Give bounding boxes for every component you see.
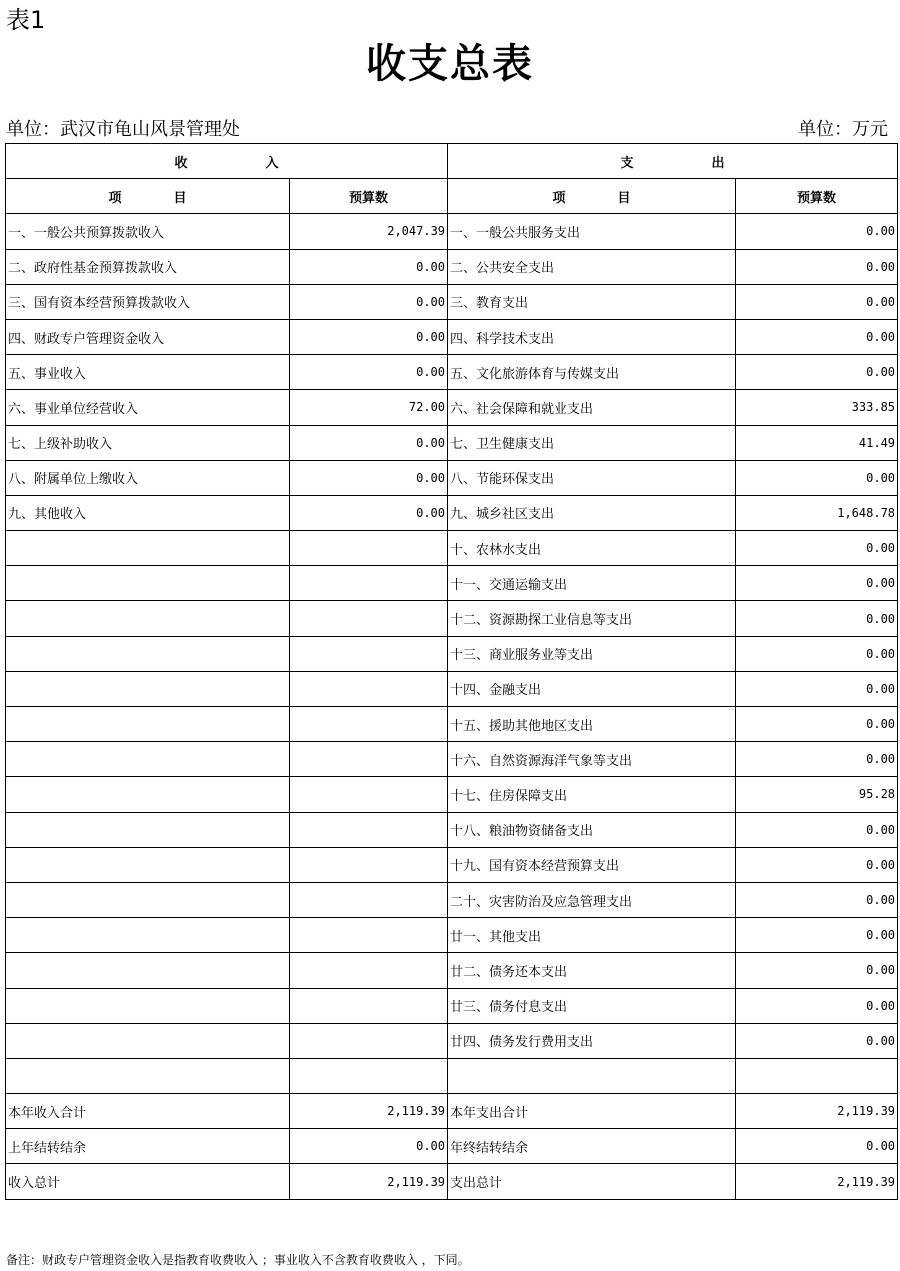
expense-item-cell: 二、公共安全支出 [448, 249, 736, 284]
table-row [6, 636, 898, 671]
expense-value-cell: 0.00 [736, 742, 898, 777]
expense-item-cell: 十四、金融支出 [448, 671, 736, 706]
income-value-cell: 0.00 [290, 460, 448, 495]
income-section-header: 收 入 [6, 144, 448, 179]
table-row [6, 1164, 898, 1199]
footnote: 备注：财政专户管理资金收入是指教育收费收入 ；事业收入不含教育收费收入 ，下同。 [6, 1253, 470, 1267]
expense-value-cell: 0.00 [736, 847, 898, 882]
income-item-header: 项 目 [6, 179, 290, 214]
income-item-cell: 一、一般公共预算拨款收入 [6, 214, 290, 249]
expense-item-cell: 八、节能环保支出 [448, 460, 736, 495]
income-value-cell [290, 636, 448, 671]
income-value-cell [290, 671, 448, 706]
expense-value-cell: 2,119.39 [736, 1164, 898, 1199]
income-value-cell [290, 777, 448, 812]
income-item-cell: 上年结转结余 [6, 1129, 290, 1164]
table-row [6, 1094, 898, 1129]
table-row [6, 495, 898, 530]
expense-value-cell: 0.00 [736, 636, 898, 671]
expense-value-cell: 95.28 [736, 777, 898, 812]
expense-item-cell: 廿四、债务发行费用支出 [448, 1023, 736, 1058]
income-item-cell [6, 566, 290, 601]
expense-item-cell: 支出总计 [448, 1164, 736, 1199]
expense-item-cell: 十二、资源勘探工业信息等支出 [448, 601, 736, 636]
income-value-cell: 0.00 [290, 249, 448, 284]
income-item-cell: 三、国有资本经营预算拨款收入 [6, 284, 290, 319]
income-item-cell [6, 882, 290, 917]
expense-item-cell: 五、文化旅游体育与传媒支出 [448, 355, 736, 390]
expense-value-cell: 0.00 [736, 601, 898, 636]
income-item-cell: 九、其他收入 [6, 495, 290, 530]
income-value-cell [290, 531, 448, 566]
expense-section-header: 支 出 [448, 144, 898, 179]
income-item-cell [6, 812, 290, 847]
expense-item-cell: 九、城乡社区支出 [448, 495, 736, 530]
expense-item-cell: 年终结转结余 [448, 1129, 736, 1164]
expense-item-cell: 十三、商业服务业等支出 [448, 636, 736, 671]
budget-table [5, 143, 898, 1200]
income-item-cell [6, 988, 290, 1023]
income-value-cell: 0.00 [290, 355, 448, 390]
expense-item-cell: 十九、国有资本经营预算支出 [448, 847, 736, 882]
table-row [6, 1058, 898, 1093]
unit-measure: 单位：万元 [798, 119, 888, 140]
income-value-cell [290, 566, 448, 601]
expense-value-cell: 0.00 [736, 1023, 898, 1058]
table-row [6, 355, 898, 390]
table-row [6, 777, 898, 812]
expense-item-cell: 七、卫生健康支出 [448, 425, 736, 460]
header-row-columns [6, 179, 898, 214]
expense-item-cell: 一、一般公共服务支出 [448, 214, 736, 249]
income-value-cell: 0.00 [290, 319, 448, 354]
expense-item-cell: 廿二、债务还本支出 [448, 953, 736, 988]
expense-item-cell: 本年支出合计 [448, 1094, 736, 1129]
expense-item-cell: 十八、粮油物资储备支出 [448, 812, 736, 847]
income-item-cell [6, 601, 290, 636]
income-item-cell: 五、事业收入 [6, 355, 290, 390]
expense-value-cell: 0.00 [736, 812, 898, 847]
income-item-cell [6, 742, 290, 777]
income-value-cell [290, 953, 448, 988]
expense-item-cell: 二十、灾害防治及应急管理支出 [448, 882, 736, 917]
income-item-cell: 四、财政专户管理资金收入 [6, 319, 290, 354]
income-value-cell [290, 601, 448, 636]
expense-item-cell: 十、农林水支出 [448, 531, 736, 566]
table-row [6, 812, 898, 847]
income-item-cell: 本年收入合计 [6, 1094, 290, 1129]
income-value-cell [290, 812, 448, 847]
table-row [6, 1023, 898, 1058]
income-item-cell [6, 531, 290, 566]
expense-item-header: 项 目 [448, 179, 736, 214]
income-value-cell [290, 742, 448, 777]
expense-value-cell: 0.00 [736, 566, 898, 601]
expense-budget-header: 预算数 [736, 179, 898, 214]
income-item-cell [6, 707, 290, 742]
expense-value-cell: 0.00 [736, 284, 898, 319]
expense-item-cell [448, 1058, 736, 1093]
income-value-cell: 0.00 [290, 1129, 448, 1164]
income-value-cell [290, 988, 448, 1023]
table-row [6, 988, 898, 1023]
income-item-cell [6, 847, 290, 882]
income-budget-header: 预算数 [290, 179, 448, 214]
expense-item-cell: 十一、交通运输支出 [448, 566, 736, 601]
income-item-cell [6, 671, 290, 706]
table-row [6, 460, 898, 495]
table-row [6, 425, 898, 460]
table-row [6, 319, 898, 354]
header-row-sections [6, 144, 898, 179]
expense-item-cell: 十七、住房保障支出 [448, 777, 736, 812]
table-row [6, 707, 898, 742]
expense-value-cell: 0.00 [736, 882, 898, 917]
table-row [6, 918, 898, 953]
income-value-cell: 72.00 [290, 390, 448, 425]
income-value-cell [290, 918, 448, 953]
income-value-cell [290, 847, 448, 882]
expense-value-cell: 333.85 [736, 390, 898, 425]
income-value-cell: 2,119.39 [290, 1094, 448, 1129]
income-item-cell [6, 918, 290, 953]
page-title: 收支总表 [366, 41, 534, 87]
income-item-cell: 二、政府性基金预算拨款收入 [6, 249, 290, 284]
income-item-cell: 八、附属单位上缴收入 [6, 460, 290, 495]
table-row [6, 953, 898, 988]
income-item-cell: 七、上级补助收入 [6, 425, 290, 460]
income-value-cell: 0.00 [290, 284, 448, 319]
income-value-cell: 2,119.39 [290, 1164, 448, 1199]
expense-value-cell: 0.00 [736, 355, 898, 390]
table-row [6, 847, 898, 882]
expense-value-cell [736, 1058, 898, 1093]
unit-organization: 单位：武汉市龟山风景管理处 [6, 119, 240, 140]
expense-value-cell: 41.49 [736, 425, 898, 460]
income-item-cell [6, 1023, 290, 1058]
expense-value-cell: 0.00 [736, 249, 898, 284]
expense-value-cell: 0.00 [736, 1129, 898, 1164]
income-value-cell: 0.00 [290, 495, 448, 530]
expense-item-cell: 六、社会保障和就业支出 [448, 390, 736, 425]
table-row [6, 671, 898, 706]
expense-item-cell: 四、科学技术支出 [448, 319, 736, 354]
table-row [6, 566, 898, 601]
expense-value-cell: 0.00 [736, 918, 898, 953]
income-value-cell [290, 1058, 448, 1093]
table-row [6, 249, 898, 284]
expense-item-cell: 十五、援助其他地区支出 [448, 707, 736, 742]
expense-value-cell: 0.00 [736, 531, 898, 566]
income-item-cell: 六、事业单位经营收入 [6, 390, 290, 425]
expense-value-cell: 0.00 [736, 319, 898, 354]
expense-value-cell: 0.00 [736, 707, 898, 742]
income-value-cell: 0.00 [290, 425, 448, 460]
income-value-cell [290, 1023, 448, 1058]
expense-item-cell: 三、教育支出 [448, 284, 736, 319]
income-item-cell [6, 953, 290, 988]
table-row [6, 882, 898, 917]
table-row [6, 531, 898, 566]
income-item-cell [6, 777, 290, 812]
expense-value-cell: 0.00 [736, 953, 898, 988]
table-label: 表1 [6, 6, 46, 34]
expense-value-cell: 0.00 [736, 671, 898, 706]
table-row [6, 284, 898, 319]
expense-value-cell: 1,648.78 [736, 495, 898, 530]
expense-item-cell: 廿一、其他支出 [448, 918, 736, 953]
expense-value-cell: 2,119.39 [736, 1094, 898, 1129]
expense-value-cell: 0.00 [736, 988, 898, 1023]
income-item-cell: 收入总计 [6, 1164, 290, 1199]
table-row [6, 1129, 898, 1164]
table-row [6, 601, 898, 636]
expense-value-cell: 0.00 [736, 214, 898, 249]
expense-value-cell: 0.00 [736, 460, 898, 495]
income-value-cell: 2,047.39 [290, 214, 448, 249]
income-item-cell [6, 636, 290, 671]
table-row [6, 390, 898, 425]
table-row [6, 742, 898, 777]
expense-item-cell: 廿三、债务付息支出 [448, 988, 736, 1023]
income-item-cell [6, 1058, 290, 1093]
income-value-cell [290, 707, 448, 742]
income-value-cell [290, 882, 448, 917]
expense-item-cell: 十六、自然资源海洋气象等支出 [448, 742, 736, 777]
table-row [6, 214, 898, 249]
